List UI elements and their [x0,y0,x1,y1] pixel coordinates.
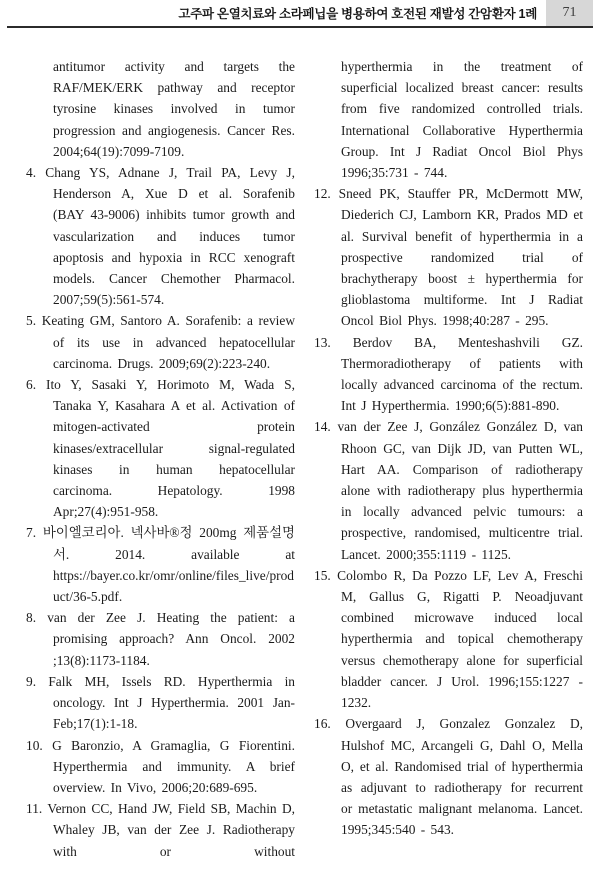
reference-item [314,56,583,183]
reference-number: 16. [314,716,331,732]
reference-text: van der Zee J. Heating the patient: a promising approach? Ann Oncol. 2002 ;13(8):1173-1184. [47,610,295,668]
reference-number: 4. [26,165,37,181]
reference-text: antitumor activity and targets the RAF/MEK/ERK pathway and receptor tyrosine kinases involved in tumor progression and angiogenesis. Cancer Res. 2004;64(19):7099-7109. [53,59,295,159]
running-head-title: 고주파 온열치료와 소라페닙을 병용하여 호전된 재발성 간암환자 1례 [178,7,537,21]
reference-number: 14. [314,419,331,435]
reference-text: Berdov BA, Menteshashvili GZ. Thermoradiotherapy of patients with locally advanced carcinoma of the rectum. Int J Hyperthermia. 1990;6(5):881-890. [341,334,583,414]
reference-text: Vernon CC, Hand JW, Field SB, Machin D, Whaley JB, van der Zee J. Radiotherapy with or without [47,801,296,859]
page-number-box [546,0,593,26]
references-section [26,56,583,862]
reference-text: Colombo R, Da Pozzo LF, Lev A, Freschi M, Gallus G, Rigatti P. Neoadjuvant combined microwave induced local hyperthermia and topical chemotherapy versus chemotherapy alone for superficial bladder cancer. J Urol. 1996;155:1227 - 1232. [337,567,583,711]
reference-item [314,565,583,713]
reference-item [314,332,583,417]
reference-number: 8. [26,610,37,626]
reference-item [26,310,295,374]
reference-number: 15. [314,567,331,583]
reference-item [26,522,295,607]
reference-number: 9. [26,673,37,689]
reference-number: 12. [314,186,331,202]
reference-item [26,607,295,671]
references-left-column [26,56,295,862]
reference-item [314,713,583,840]
reference-item [26,162,295,310]
reference-text: Ito Y, Sasaki Y, Horimoto M, Wada S, Tanaka Y, Kasahara A et al. Activation of mitogen-activated protein kinases/extracellular signal-regulated kinases in human hepatocellular carcinoma. Hepatology. 1998 Apr;27(4):951-958. [45,377,295,520]
reference-item [314,416,583,564]
reference-text: 바이엘코리아. 넥사바®정 200mg 제품설명서. 2014. available at https://bayer.co.kr/omr/online/files_live/product/36-5.pdf. [42,525,295,605]
reference-item [26,798,295,862]
reference-number: 7. [26,525,37,541]
reference-text: Keating GM, Santoro A. Sorafenib: a review of its use in advanced hepatocellular carcinoma. Drugs. 2009;69(2):223-240. [41,313,295,371]
reference-number: 10. [26,737,43,753]
reference-text: van der Zee J, González González D, van Rhoon GC, van Dijk JD, van Putten WL, Hart AA. Comparison of radiotherapy alone with radiotherapy plus hyperthermia in locally advanced pelvic tumours: a prospective, randomised, multicentre trial. Lancet. 2000;355:1119 - 1125. [337,419,583,562]
page-number: 71 [562,5,577,20]
reference-item [26,735,295,799]
reference-text: Chang YS, Adnane J, Trail PA, Levy J, Henderson A, Xue D et al. Sorafenib (BAY 43-9006) inhibits tumor growth and vascularization and induces tumor apoptosis and hypoxia in RCC xenograft models. Cancer Chemother Pharmacol. 2007;59(5):561-574. [45,165,295,308]
page-header [7,0,593,28]
reference-number: 11. [26,801,43,817]
reference-number: 5. [26,313,37,329]
reference-number: 13. [314,334,331,350]
references-right-column [314,56,583,862]
reference-text: Falk MH, Issels RD. Hyperthermia in oncology. Int J Hyperthermia. 2001 Jan-Feb;17(1):1-18. [48,673,295,732]
reference-item [26,56,295,162]
reference-text: Overgaard J, Gonzalez Gonzalez D, Hulshof MC, Arcangeli G, Dahl O, Mella O, et al. Randomised trial of hyperthermia as adjuvant to radiotherapy for recurrent or metastatic malignant melanoma. Lancet. 1995;345:540 - 543. [341,716,583,838]
reference-number: 6. [26,377,37,393]
reference-text: Sneed PK, Stauffer PR, McDermott MW, Diederich CJ, Lamborn KR, Prados MD et al. Survival benefit of hyperthermia in a prospective randomized trial of brachytherapy boost ± hyperthermia for glioblastoma multiforme. Int J Radiat Oncol Biol Phys. 1998;40:287 - 295. [338,186,583,329]
reference-item [314,183,583,331]
reference-item [26,374,295,522]
reference-text: G Baronzio, A Gramaglia, G Fiorentini. Hyperthermia and immunity. A brief overview. In Vivo, 2006;20:689-695. [52,737,295,795]
reference-item [26,671,295,735]
reference-text: hyperthermia in the treatment of superficial localized breast cancer: results from five randomized controlled trials. International Collaborative Hyperthermia Group. Int J Radiat Oncol Biol Phys 1996;35:731 - 744. [341,59,583,181]
